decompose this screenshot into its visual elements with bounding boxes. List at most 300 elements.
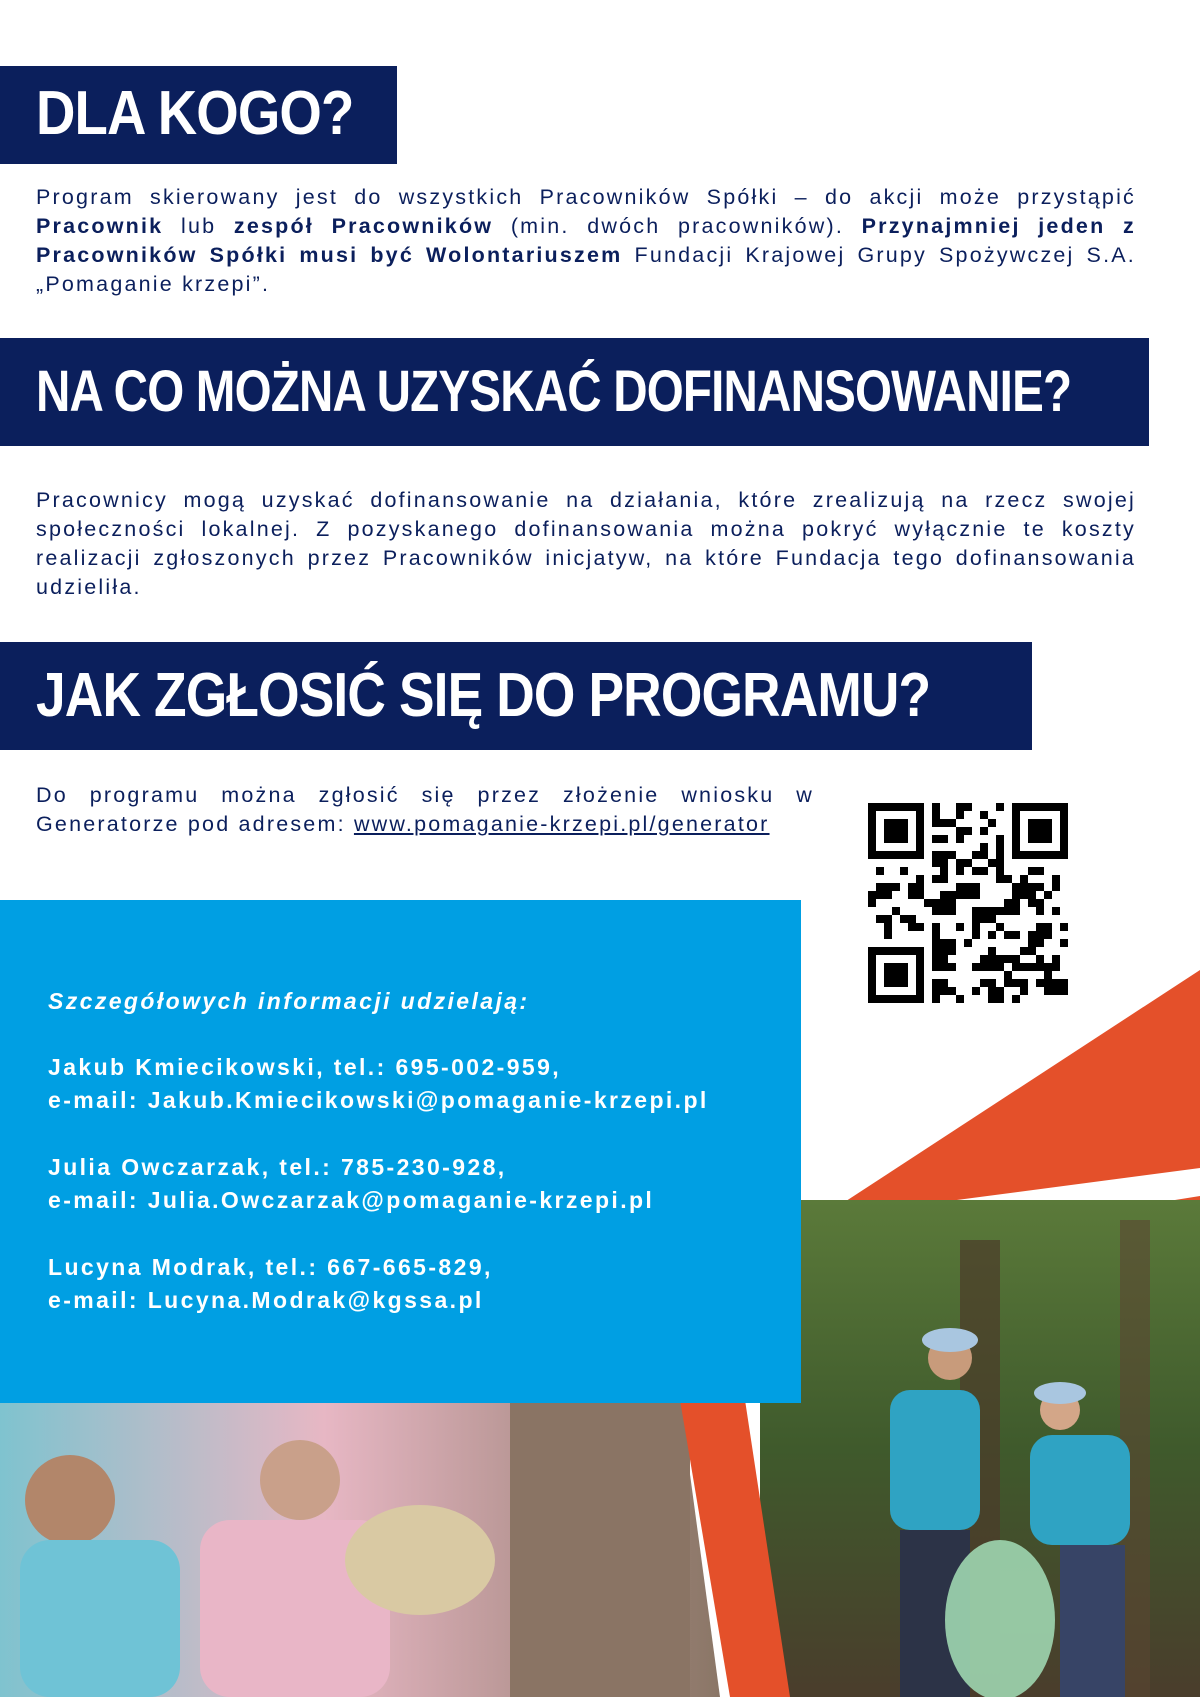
text-bold-segment: Pracownik [36, 214, 164, 238]
qr-module [868, 811, 876, 819]
qr-module [884, 979, 892, 987]
qr-module [932, 963, 940, 971]
qr-module [1004, 979, 1012, 987]
qr-module [956, 859, 964, 867]
qr-module [868, 963, 876, 971]
generator-link[interactable]: www.pomaganie-krzepi.pl/generator [353, 812, 770, 836]
qr-module [916, 819, 924, 827]
qr-module [1036, 867, 1044, 875]
qr-module [988, 931, 996, 939]
qr-module [1036, 955, 1044, 963]
qr-module [932, 899, 940, 907]
qr-module [1012, 899, 1020, 907]
qr-module [1044, 819, 1052, 827]
qr-module [1012, 827, 1020, 835]
qr-module [892, 803, 900, 811]
qr-module [988, 859, 996, 867]
qr-module [916, 843, 924, 851]
qr-module [884, 923, 892, 931]
qr-module [980, 827, 988, 835]
qr-module [1060, 811, 1068, 819]
qr-module [940, 875, 948, 883]
qr-module [1052, 851, 1060, 859]
qr-module [972, 891, 980, 899]
qr-module [1044, 827, 1052, 835]
qr-module [988, 995, 996, 1003]
qr-module [1060, 939, 1068, 947]
qr-module [932, 819, 940, 827]
qr-module [916, 987, 924, 995]
qr-module [940, 987, 948, 995]
qr-module [1052, 955, 1060, 963]
qr-module [868, 979, 876, 987]
qr-module [940, 939, 948, 947]
qr-module [972, 931, 980, 939]
qr-module [1028, 835, 1036, 843]
qr-module [876, 851, 884, 859]
qr-module [900, 851, 908, 859]
qr-module [884, 851, 892, 859]
qr-module [1020, 987, 1028, 995]
qr-module [868, 899, 876, 907]
qr-module [964, 859, 972, 867]
qr-module [996, 907, 1004, 915]
qr-module [980, 963, 988, 971]
qr-module [900, 867, 908, 875]
qr-module [1036, 827, 1044, 835]
qr-module [1060, 851, 1068, 859]
qr-module [1020, 891, 1028, 899]
qr-module [1036, 907, 1044, 915]
qr-module [1044, 979, 1052, 987]
qr-module [956, 995, 964, 1003]
qr-module [988, 819, 996, 827]
qr-module [916, 827, 924, 835]
qr-module [1060, 819, 1068, 827]
qr-module [868, 827, 876, 835]
qr-module [956, 891, 964, 899]
qr-module [1012, 931, 1020, 939]
qr-module [908, 923, 916, 931]
qr-module [916, 995, 924, 1003]
qr-module [1060, 843, 1068, 851]
qr-module [940, 835, 948, 843]
paragraph-funding: Pracownicy mogą uzyskać dofinansowanie na działania, które zrealizują na rzecz swojej społeczności lokalnej. Z pozyskanego dofinansowania można pokryć wyłącznie te koszty realizacji zgłoszonych przez Pracowników inicjatyw, na które Fundacja tego dofinansowania udzieliła. [36, 488, 1136, 599]
qr-module [892, 979, 900, 987]
qr-code-icon[interactable] [868, 803, 1068, 1003]
qr-module [916, 979, 924, 987]
qr-module [916, 811, 924, 819]
qr-module [1012, 955, 1020, 963]
qr-module [1004, 907, 1012, 915]
qr-module [884, 819, 892, 827]
qr-module [932, 931, 940, 939]
qr-module [1028, 883, 1036, 891]
contact-email[interactable]: e-mail: Julia.Owczarzak@pomaganie-krzepi.pl [48, 1187, 655, 1213]
qr-module [932, 987, 940, 995]
qr-module [916, 955, 924, 963]
qr-module [996, 835, 1004, 843]
qr-module [1020, 883, 1028, 891]
qr-module [1028, 867, 1036, 875]
qr-module [940, 979, 948, 987]
qr-module [948, 851, 956, 859]
heading-how-to-apply: JAK ZGŁOSIĆ SIĘ DO PROGRAMU? [36, 661, 931, 730]
qr-module [900, 835, 908, 843]
text-bold-segment: Przynajmniej jeden z Pracowników Spółki musi być Wolontariuszem [36, 214, 1136, 267]
contact-email[interactable]: e-mail: Jakub.Kmiecikowski@pomaganie-krzepi.pl [48, 1087, 709, 1113]
qr-module [900, 979, 908, 987]
qr-module [908, 891, 916, 899]
qr-module [980, 915, 988, 923]
qr-module [1020, 947, 1028, 955]
qr-module [1036, 851, 1044, 859]
qr-module [996, 955, 1004, 963]
qr-module [964, 803, 972, 811]
qr-module [900, 819, 908, 827]
qr-module [932, 811, 940, 819]
qr-module [1028, 931, 1036, 939]
qr-module [916, 963, 924, 971]
qr-module [1052, 987, 1060, 995]
qr-module [940, 907, 948, 915]
qr-module [916, 803, 924, 811]
qr-module [884, 995, 892, 1003]
qr-module [900, 971, 908, 979]
qr-module [924, 899, 932, 907]
qr-module [980, 851, 988, 859]
qr-module [892, 851, 900, 859]
qr-module [868, 891, 876, 899]
qr-module [932, 803, 940, 811]
qr-module [988, 915, 996, 923]
qr-module [868, 835, 876, 843]
qr-module [948, 819, 956, 827]
qr-module [1052, 979, 1060, 987]
qr-module [1012, 843, 1020, 851]
qr-module [972, 867, 980, 875]
qr-module [916, 835, 924, 843]
qr-module [1028, 899, 1036, 907]
qr-module [940, 819, 948, 827]
qr-module [908, 851, 916, 859]
qr-module [1020, 803, 1028, 811]
qr-module [1036, 883, 1044, 891]
qr-module [1012, 851, 1020, 859]
qr-module [988, 963, 996, 971]
qr-module [868, 851, 876, 859]
qr-module [996, 859, 1004, 867]
text-segment: (min. dwóch pracowników). [493, 214, 862, 238]
qr-module [916, 851, 924, 859]
qr-module [1012, 819, 1020, 827]
qr-module [956, 867, 964, 875]
qr-module [892, 835, 900, 843]
qr-module [980, 867, 988, 875]
qr-module [908, 995, 916, 1003]
qr-module [996, 875, 1004, 883]
qr-module [964, 883, 972, 891]
qr-module [932, 851, 940, 859]
qr-module [1012, 995, 1020, 1003]
qr-module [972, 851, 980, 859]
qr-module [956, 835, 964, 843]
qr-module [948, 899, 956, 907]
qr-module [996, 995, 1004, 1003]
qr-module [1044, 923, 1052, 931]
qr-module [964, 939, 972, 947]
qr-module [1052, 875, 1060, 883]
contact-email[interactable]: e-mail: Lucyna.Modrak@kgssa.pl [48, 1287, 484, 1313]
qr-module [1044, 891, 1052, 899]
qr-module [876, 883, 884, 891]
qr-module [940, 859, 948, 867]
qr-module [1012, 883, 1020, 891]
qr-module [884, 827, 892, 835]
text-segment: lub [163, 214, 234, 238]
qr-module [884, 971, 892, 979]
qr-module [876, 803, 884, 811]
qr-module [972, 987, 980, 995]
qr-module [1036, 819, 1044, 827]
qr-module [1036, 979, 1044, 987]
qr-module [1060, 923, 1068, 931]
qr-module [972, 883, 980, 891]
qr-module [948, 987, 956, 995]
qr-module [892, 883, 900, 891]
qr-module [1012, 963, 1020, 971]
qr-module [1044, 987, 1052, 995]
qr-module [916, 923, 924, 931]
text-segment: Fundacji Krajowej Grupy Spożywczej S.A. „Pomaganie krzepi”. [36, 243, 1136, 296]
qr-module [940, 891, 948, 899]
qr-module [1036, 899, 1044, 907]
qr-module [868, 971, 876, 979]
qr-module [1028, 891, 1036, 899]
qr-module [948, 907, 956, 915]
qr-module [892, 907, 900, 915]
qr-module [900, 803, 908, 811]
qr-module [868, 995, 876, 1003]
qr-module [916, 875, 924, 883]
qr-module [1052, 883, 1060, 891]
qr-module [980, 907, 988, 915]
qr-module [940, 963, 948, 971]
text-segment: Do programu można zgłosić się przez złożenie wniosku w Generatorze pod adresem: [36, 783, 814, 836]
qr-module [932, 907, 940, 915]
qr-module [868, 819, 876, 827]
contact-entry [48, 1251, 493, 1317]
qr-module [908, 947, 916, 955]
qr-module [1020, 963, 1028, 971]
qr-module [940, 851, 948, 859]
qr-module [1036, 931, 1044, 939]
qr-module [1044, 971, 1052, 979]
contact-name-phone: Julia Owczarzak, tel.: 785-230-928, [48, 1154, 507, 1180]
qr-module [996, 803, 1004, 811]
contact-info-box [0, 903, 801, 1403]
qr-module [892, 971, 900, 979]
qr-module [908, 883, 916, 891]
qr-module [876, 995, 884, 1003]
qr-module [948, 947, 956, 955]
qr-module [932, 979, 940, 987]
qr-module [900, 995, 908, 1003]
qr-module [1060, 979, 1068, 987]
qr-module [964, 891, 972, 899]
qr-module [876, 915, 884, 923]
qr-module [884, 803, 892, 811]
qr-module [1012, 803, 1020, 811]
qr-module [996, 851, 1004, 859]
qr-module [1004, 875, 1012, 883]
qr-module [980, 811, 988, 819]
qr-module [1060, 803, 1068, 811]
qr-module [916, 883, 924, 891]
paragraph-how-to-apply [36, 781, 814, 839]
qr-module [876, 947, 884, 955]
qr-module [972, 923, 980, 931]
qr-module [1036, 939, 1044, 947]
contact-name-phone: Lucyna Modrak, tel.: 667-665-829, [48, 1254, 493, 1280]
qr-module [884, 963, 892, 971]
qr-module [1012, 907, 1020, 915]
qr-module [948, 939, 956, 947]
qr-module [868, 987, 876, 995]
qr-module [900, 963, 908, 971]
qr-module [1044, 851, 1052, 859]
qr-module [892, 995, 900, 1003]
qr-module [972, 963, 980, 971]
qr-module [900, 915, 908, 923]
qr-module [908, 803, 916, 811]
qr-module [1052, 963, 1060, 971]
qr-module [988, 955, 996, 963]
qr-module [940, 947, 948, 955]
qr-module [932, 947, 940, 955]
qr-module [892, 819, 900, 827]
qr-module [1044, 931, 1052, 939]
qr-module [932, 955, 940, 963]
qr-module [996, 867, 1004, 875]
qr-module [916, 971, 924, 979]
qr-module [932, 995, 940, 1003]
qr-module [940, 899, 948, 907]
text-bold-segment: zespół Pracowników [233, 214, 494, 238]
qr-module [1012, 891, 1020, 899]
contact-entry [48, 1051, 709, 1117]
qr-module [940, 867, 948, 875]
qr-module [932, 875, 940, 883]
qr-module [1044, 835, 1052, 843]
qr-module [932, 939, 940, 947]
qr-module [1036, 963, 1044, 971]
qr-module [956, 827, 964, 835]
qr-module [1060, 827, 1068, 835]
qr-module [956, 811, 964, 819]
qr-module [932, 835, 940, 843]
qr-module [1020, 979, 1028, 987]
qr-module [980, 979, 988, 987]
qr-module [908, 915, 916, 923]
qr-module [916, 891, 924, 899]
qr-module [876, 891, 884, 899]
qr-module [996, 843, 1004, 851]
qr-module [868, 843, 876, 851]
qr-module [1060, 987, 1068, 995]
qr-module [884, 931, 892, 939]
qr-module [1028, 827, 1036, 835]
qr-module [1012, 835, 1020, 843]
qr-module [988, 947, 996, 955]
qr-module [1028, 947, 1036, 955]
qr-module [956, 883, 964, 891]
qr-module [892, 963, 900, 971]
qr-module [884, 915, 892, 923]
qr-module [1028, 819, 1036, 827]
qr-module [988, 987, 996, 995]
qr-module [1012, 979, 1020, 987]
qr-module [1028, 963, 1036, 971]
qr-module [956, 923, 964, 931]
contact-info-title: Szczegółowych informacji udzielają: [48, 988, 530, 1014]
qr-module [988, 907, 996, 915]
qr-module [1052, 803, 1060, 811]
qr-module [980, 843, 988, 851]
heading-band-for-whom [0, 66, 397, 164]
heading-band-how-to-apply [0, 642, 1032, 750]
qr-module [1036, 803, 1044, 811]
text-segment: Program skierowany jest do wszystkich Pracowników Spółki – do akcji może przystąpić [36, 185, 1136, 209]
qr-module [868, 955, 876, 963]
qr-module [1004, 955, 1012, 963]
qr-module [1028, 803, 1036, 811]
qr-module [1012, 811, 1020, 819]
qr-module [1004, 971, 1012, 979]
qr-module [1020, 875, 1028, 883]
qr-module [996, 923, 1004, 931]
qr-module [996, 987, 1004, 995]
qr-module [884, 891, 892, 899]
qr-module [1052, 907, 1060, 915]
qr-module [940, 955, 948, 963]
qr-module [972, 915, 980, 923]
qr-module [892, 827, 900, 835]
qr-module [1028, 851, 1036, 859]
qr-module [916, 947, 924, 955]
qr-module [948, 891, 956, 899]
qr-module [1036, 923, 1044, 931]
contact-entry [48, 1151, 654, 1217]
qr-module [988, 979, 996, 987]
qr-module [1044, 963, 1052, 971]
qr-module [996, 963, 1004, 971]
qr-module [956, 803, 964, 811]
qr-module [948, 963, 956, 971]
qr-module [964, 827, 972, 835]
qr-module [900, 947, 908, 955]
qr-module [980, 955, 988, 963]
qr-module [884, 835, 892, 843]
qr-module [1028, 939, 1036, 947]
paragraph-for-whom [36, 183, 1136, 299]
qr-module [1020, 851, 1028, 859]
qr-module [1036, 835, 1044, 843]
qr-module [900, 827, 908, 835]
qr-module [1004, 899, 1012, 907]
contact-name-phone: Jakub Kmiecikowski, tel.: 695-002-959, [48, 1054, 562, 1080]
qr-module [1044, 803, 1052, 811]
